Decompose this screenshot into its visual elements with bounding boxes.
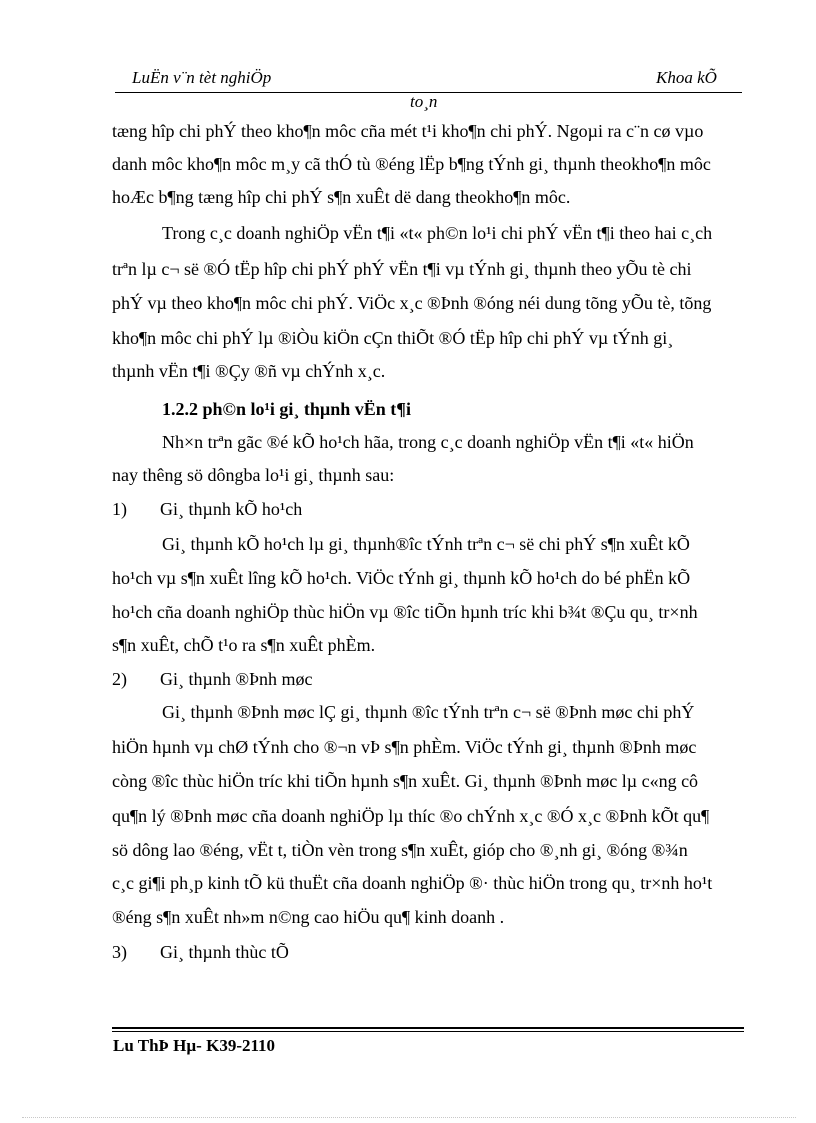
body-line: hoÆc b¶ng tæng hîp chi phÝ s¶n xuÊt dë dang theokho¶n môc. — [112, 187, 571, 207]
body-line: nay thêng sö dôngba lo¹i gi¸ thµnh sau: — [112, 465, 395, 485]
body-line: ®éng s¶n xuÊt nh»m n©ng cao hiÖu qu¶ kinh doanh . — [112, 907, 505, 927]
section-heading: 1.2.2 ph©n lo¹i gi¸ thµnh vËn t¶i — [162, 399, 412, 419]
list-number: 3) — [112, 942, 127, 962]
body-line: Trong c¸c doanh nghiÖp vËn t¶i «t« ph©n lo¹i chi phÝ vËn t¶i theo hai c¸ch — [162, 223, 713, 243]
body-line: kho¶n môc chi phÝ lµ ®iÒu kiÖn cÇn thiÕt ®Ó tËp hîp chi phÝ vµ tÝnh gi¸ — [112, 328, 674, 348]
body-line: Gi¸ thµnh ®Þnh møc lÇ gi¸ thµnh ®îc tÝnh trªn c¬ së ®Þnh møc chi phÝ — [162, 702, 695, 722]
header-title: LuËn v¨n tèt nghiÖp — [132, 68, 272, 87]
list-item-heading: Gi¸ thµnh thùc tÕ — [160, 942, 289, 962]
body-line: thµnh vËn t¶i ®Çy ®ñ vµ chÝnh x¸c. — [112, 361, 386, 381]
body-line: hiÖn hµnh vµ chØ tÝnh cho ®¬n vÞ s¶n phÈm. ViÖc tÝnh gi¸ thµnh ®Þnh møc — [112, 737, 697, 757]
body-line: Gi¸ thµnh kÕ ho¹ch lµ gi¸ thµnh®îc tÝnh trªn c¬ së chi phÝ s¶n xuÊt kÕ — [162, 534, 690, 554]
body-line: c¸c gi¶i ph¸p kinh tÕ kü thuËt cña doanh nghiÖp ®· thùc hiÖn trong qu¸ tr×nh ho¹t — [112, 873, 713, 893]
body-line: sö dông lao ®éng, vËt t, tiÒn vèn trong s¶n xuÊt, gióp cho ®¸nh gi¸ ®óng ®¾n — [112, 840, 688, 860]
body-line: phÝ vµ theo kho¶n môc chi phÝ. ViÖc x¸c ®Þnh ®óng néi dung tõng yÕu tè, tõng — [112, 293, 712, 313]
header-department: Khoa kÕ — [656, 68, 717, 87]
list-item-heading: Gi¸ thµnh ®Þnh møc — [160, 669, 313, 689]
list-item-heading: Gi¸ thµnh kÕ ho¹ch — [160, 499, 303, 519]
body-line: danh môc kho¶n môc m¸y cã thÓ tù ®éng lËp b¶ng tÝnh gi¸ thµnh theokho¶n môc — [112, 154, 711, 174]
list-number: 1) — [112, 499, 127, 519]
body-line: tæng hîp chi phÝ theo kho¶n môc cña mét t¹i kho¶n chi phÝ. Ngoµi ra c¨n cø vµo — [112, 121, 704, 141]
list-number: 2) — [112, 669, 127, 689]
body-line: s¶n xuÊt, chÕ t¹o ra s¶n xuÊt phÈm. — [112, 635, 376, 655]
footer-rule-thin — [112, 1031, 744, 1032]
body-line: qu¶n lý ®Þnh møc cña doanh nghiÖp lµ thíc ®o chÝnh x¸c ®Ó x¸c ®Þnh kÕt qu¶ — [112, 806, 710, 826]
page-edge — [22, 1117, 796, 1118]
footer-rule-thick — [112, 1027, 744, 1029]
body-line: còng ®îc thùc hiÖn tríc khi tiÕn hµnh s¶n xuÊt. Gi¸ thµnh ®Þnh møc lµ c«ng cô — [112, 771, 699, 791]
body-line: trªn lµ c¬ së ®Ó tËp hîp chi phÝ phÝ vËn t¶i vµ tÝnh gi¸ thµnh theo yÕu tè chi — [112, 259, 692, 279]
header-rule — [115, 92, 742, 93]
body-line: ho¹ch cña doanh nghiÖp thùc hiÖn vµ ®îc tiÕn hµnh tríc khi b¾t ®Çu qu¸ tr×nh — [112, 602, 698, 622]
body-line: ho¹ch vµ s¶n xuÊt lîng kÕ ho¹ch. ViÖc tÝnh gi¸ thµnh kÕ ho¹ch do bé phËn kÕ — [112, 568, 691, 588]
body-line: Nh×n trªn gãc ®é kÕ ho¹ch hãa, trong c¸c doanh nghiÖp vËn t¶i «t« hiÖn — [162, 432, 694, 452]
header-department-continued: to¸n — [410, 92, 438, 111]
footer-author: Lu ThÞ Hµ- K39-2110 — [113, 1036, 276, 1055]
